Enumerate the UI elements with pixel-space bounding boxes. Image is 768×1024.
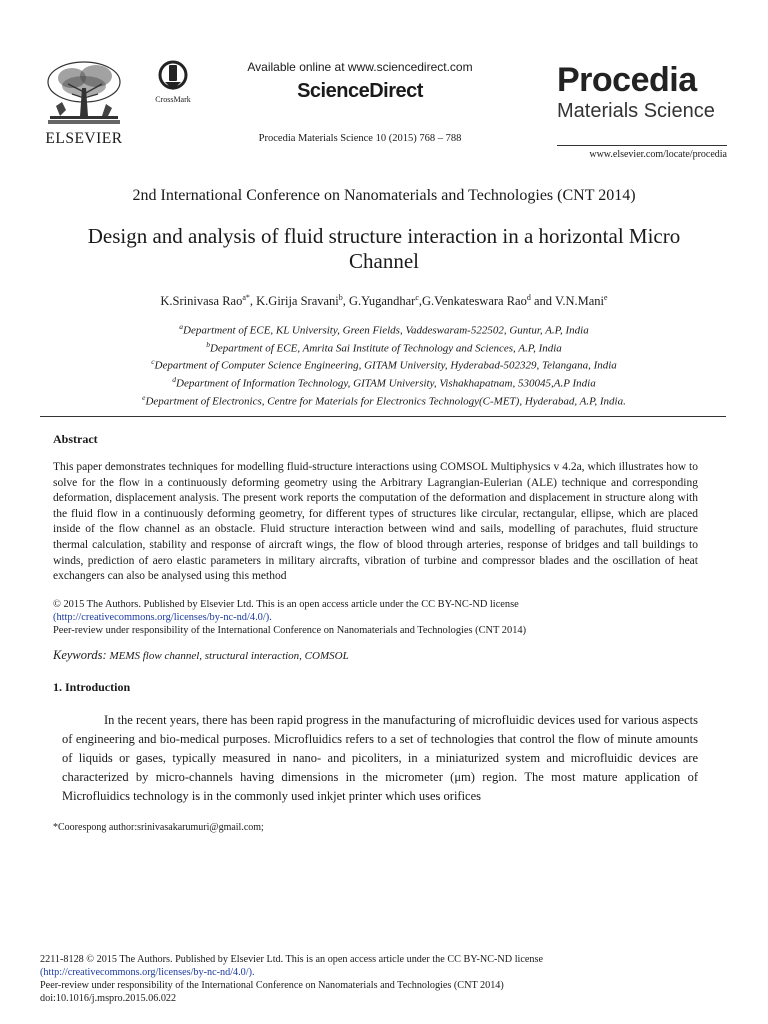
- crossmark-label: CrossMark: [155, 95, 191, 104]
- crossmark-badge[interactable]: [146, 60, 200, 104]
- affiliation-mark: a: [179, 322, 184, 331]
- affiliation-line: [40, 320, 728, 338]
- author-name: V.N.Mani: [554, 294, 605, 309]
- author-name: G.Venkateswara Rao: [422, 294, 527, 309]
- affiliation-line: [40, 355, 728, 373]
- conference-name: 2nd International Conference on Nanomaterials and Technologies (CNT 2014): [132, 187, 636, 204]
- journal-brand-name: Procedia: [557, 61, 697, 99]
- author-separator: ,: [249, 294, 257, 309]
- issn-line: 2211-8128 © 2015 The Authors. Published by Elsevier Ltd. This is an open access article under the CC BY-NC-ND license: [40, 954, 543, 965]
- abstract-text: This paper demonstrates techniques for modelling fluid-structure interactions using COMSOL Multiphysics v 4.2a, which illustrates how to solve for the flow in a continuously deforming geometry using the Arbitrary Lagrangian-Eulerian (ALE) technique and corresponding deformation, displacement analysis. The present work reports the computation of the deformation and displacement in structure along with the fluid flow in a continuously deforming geometry, for different types of structures like circular, rectangular, ellipse, which are placed inside of the flow channel as an obstacle. Fluid structure interaction between wind and sails, modelling of parachutes, fluid structure thermal calculation, stability and response of aircraft wings, the flow of blood through arteries, response of bridges and tall buildings to winds, prediction of aero elastic parameters in military aircrafts, vibration of turbine and compressor blades and the oscillation of heat exchangers can also be analysed using this method: [53, 461, 698, 583]
- affiliation-text: Department of Computer Science Engineering, GITAM University, Hyderabad-502329, Telangana, India: [154, 359, 617, 372]
- affiliation-mark: c: [151, 357, 155, 367]
- author-affiliation-mark: c: [415, 293, 419, 302]
- affiliation-mark: d: [172, 374, 177, 384]
- elsevier-logo: [40, 58, 128, 148]
- affiliation-line: [40, 391, 728, 409]
- author-name: K.Srinivasa Rao: [160, 294, 243, 309]
- journal-brand: [557, 62, 727, 146]
- license-link[interactable]: (http://creativecommons.org/licenses/by-nc-nd/4.0/).: [53, 612, 272, 623]
- abstract-heading: Abstract: [53, 432, 98, 446]
- copyright-line: © 2015 The Authors. Published by Elsevier Ltd. This is an open access article under the CC BY-NC-ND license: [53, 599, 519, 610]
- author-name: G.Yugandhar: [349, 294, 416, 309]
- bottom-matter: [40, 953, 740, 1005]
- affiliation-list: [40, 320, 728, 408]
- author-name: K.Girija Sravani: [256, 294, 339, 309]
- author-separator: ,: [342, 294, 350, 309]
- author-affiliation-mark: d: [526, 293, 531, 302]
- keywords-text: MEMS flow channel, structural interaction, COMSOL: [109, 650, 349, 662]
- copyright-notice: [53, 598, 713, 637]
- available-online-text: Available online at www.sciencedirect.com: [247, 60, 473, 74]
- crossmark-icon: [158, 60, 188, 94]
- affiliation-mark: e: [142, 392, 146, 402]
- author-list: [0, 293, 768, 309]
- introduction-text: In the recent years, there has been rapid progress in the manufacturing of microfluidic devices used for various aspects of engineering and bio-medical purposes. Microfluidics refers to a set of technologies that control the flow of minute amounts of liquids or gases, typically measured in nano- and picoliters, in a miniaturized system and microfluidic devices are characterized by micro-channels having dimensions in the micrometer (μm) region. The most mature application of Microfluidics technology is in the commonly used inkjet printer which uses orifices: [62, 713, 698, 803]
- author-separator: ,: [418, 294, 423, 309]
- author-affiliation-mark: a*: [242, 293, 250, 302]
- affiliation-text: Department of Information Technology, GITAM University, Vishakhapatnam, 530045,A.P India: [176, 377, 596, 390]
- elsevier-tree-icon: [42, 58, 126, 128]
- affiliation-text: Department of Electronics, Centre for Materials for Electronics Technology(C-MET), Hyderabad, A.P, India.: [145, 395, 626, 408]
- corresponding-author-footnote: *Coorespong author:srinivasakarumuri@gmail.com;: [53, 822, 264, 833]
- author-affiliation-mark: b: [338, 293, 343, 302]
- publisher-wordmark: ELSEVIER: [45, 130, 123, 147]
- journal-brand-subtitle: Materials Science: [557, 100, 715, 122]
- affiliation-text: Department of ECE, Amrita Sai Institute of Technology and Sciences, A.P, India: [209, 342, 562, 355]
- journal-url-link[interactable]: www.elsevier.com/locate/procedia: [589, 149, 727, 160]
- bottom-license-link[interactable]: (http://creativecommons.org/licenses/by-nc-nd/4.0/).: [40, 967, 255, 978]
- keywords: [53, 648, 713, 663]
- section-divider: [40, 416, 726, 417]
- journal-citation: Procedia Materials Science 10 (2015) 768 – 788: [258, 133, 462, 144]
- keywords-label: Keywords:: [53, 648, 107, 662]
- introduction-heading: 1. Introduction: [53, 680, 131, 694]
- sciencedirect-logo[interactable]: ScienceDirect: [297, 80, 423, 102]
- peer-review-line: Peer-review under responsibility of the International Conference on Nanomaterials and Technologies (CNT 2014): [53, 625, 527, 636]
- author-separator: and: [530, 294, 555, 309]
- bottom-peer-review: Peer-review under responsibility of the International Conference on Nanomaterials and Technologies (CNT 2014): [40, 980, 504, 991]
- affiliation-mark: b: [206, 339, 210, 349]
- affiliation-line: [40, 373, 728, 391]
- affiliation-line: [40, 338, 728, 356]
- author-affiliation-mark: e: [604, 293, 608, 302]
- affiliation-text: Department of ECE, KL University, Green Fields, Vaddeswaram-522502, Guntur, A.P, India: [183, 324, 589, 337]
- doi-link[interactable]: doi:10.1016/j.mspro.2015.06.022: [40, 993, 177, 1004]
- paper-title: Design and analysis of fluid structure interaction in a horizontal Micro Channel: [87, 224, 681, 273]
